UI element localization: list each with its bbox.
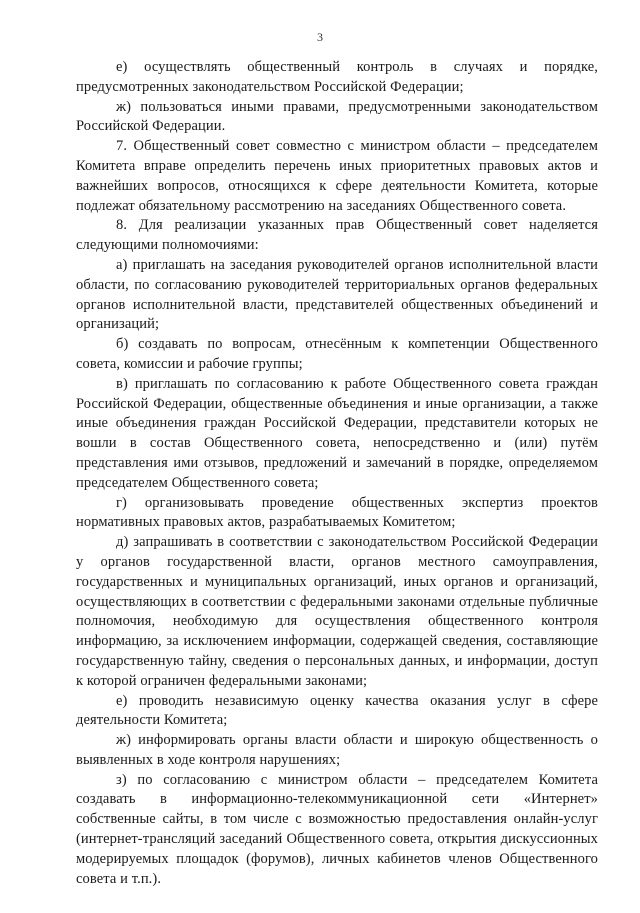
paragraph-8-powers-intro: 8. Для реализации указанных прав Общественный совет наделяется следующими полномочиями:: [76, 217, 598, 254]
paragraph-zh-other-rights: ж) пользоваться иными правами, предусмотренными законодательством Российской Федерации.: [76, 98, 598, 135]
paragraph-z-create-websites: з) по согласованию с министром области – председателем Комитета создавать в информационно-телекоммуникационной сети «Интернет» собственные сайты, в том числе с возможностью предоставления онлайн-услуг (интернет-трансляций заседаний Общественного совета, открытия дискуссионных модерируемых площадок (форумов), личных кабинетов членов Общественного совета и т.п.).: [76, 771, 598, 887]
paragraph-v-invite-citizens: в) приглашать по согласованию к работе Общественного совета граждан Российской Федерации, общественные объединения и иные организации, а также иные объединения граждан Российской Федерации, представители которых не вошли в состав Общественного совета, непосредственно и (или) путём представления ими отзывов, предложений и замечаний в порядке, определяемом председателем Общественного совета;: [76, 375, 598, 491]
paragraph-a-invite-heads: а) приглашать на заседания руководителей органов исполнительной власти области, по согласованию руководителей территориальных органов федеральных органов исполнительной власти, представителей общественных объединений и организаций;: [76, 256, 598, 333]
page-number: 3: [317, 30, 323, 44]
paragraph-d-request-information: д) запрашивать в соответствии с законодательством Российской Федерации у органов государственной власти, органов местного самоуправления, государственных и муниципальных организаций, иных органов и организаций, осуществляющих в соответствии с федеральными законами отдельные публичные полномочия, необходимую для осуществления общественного контроля информацию, за исключением информации, содержащей сведения, составляющие государственную тайну, сведения о персональных данных, и информации, доступ к которой ограничен федеральными законами;: [76, 534, 598, 689]
document-body: [76, 58, 598, 889]
paragraph-e-quality-assessment: е) проводить независимую оценку качества оказания услуг в сфере деятельности Комитета;: [76, 692, 598, 729]
paragraph-7-priority-acts: 7. Общественный совет совместно с министром области – председателем Комитета вправе определить перечень иных приоритетных правовых актов и важнейших вопросов, относящихся к сфере деятельности Комитета, которые подлежат обязательному рассмотрению на заседаниях Общественного совета.: [76, 138, 598, 214]
paragraph-b-create-commissions: б) создавать по вопросам, отнесённым к компетенции Общественного совета, комиссии и рабочие группы;: [76, 336, 598, 372]
paragraph-g-organize-expertise: г) организовывать проведение общественных экспертиз проектов нормативных правовых актов, разрабатываемых Комитетом;: [76, 494, 598, 531]
paragraph-zh-inform-authorities: ж) информировать органы власти области и широкую общественность о выявленных в ходе контроля нарушениях;: [76, 732, 598, 768]
paragraph-e-public-control: е) осуществлять общественный контроль в случаях и порядке, предусмотренных законодательством Российской Федерации;: [76, 59, 598, 95]
